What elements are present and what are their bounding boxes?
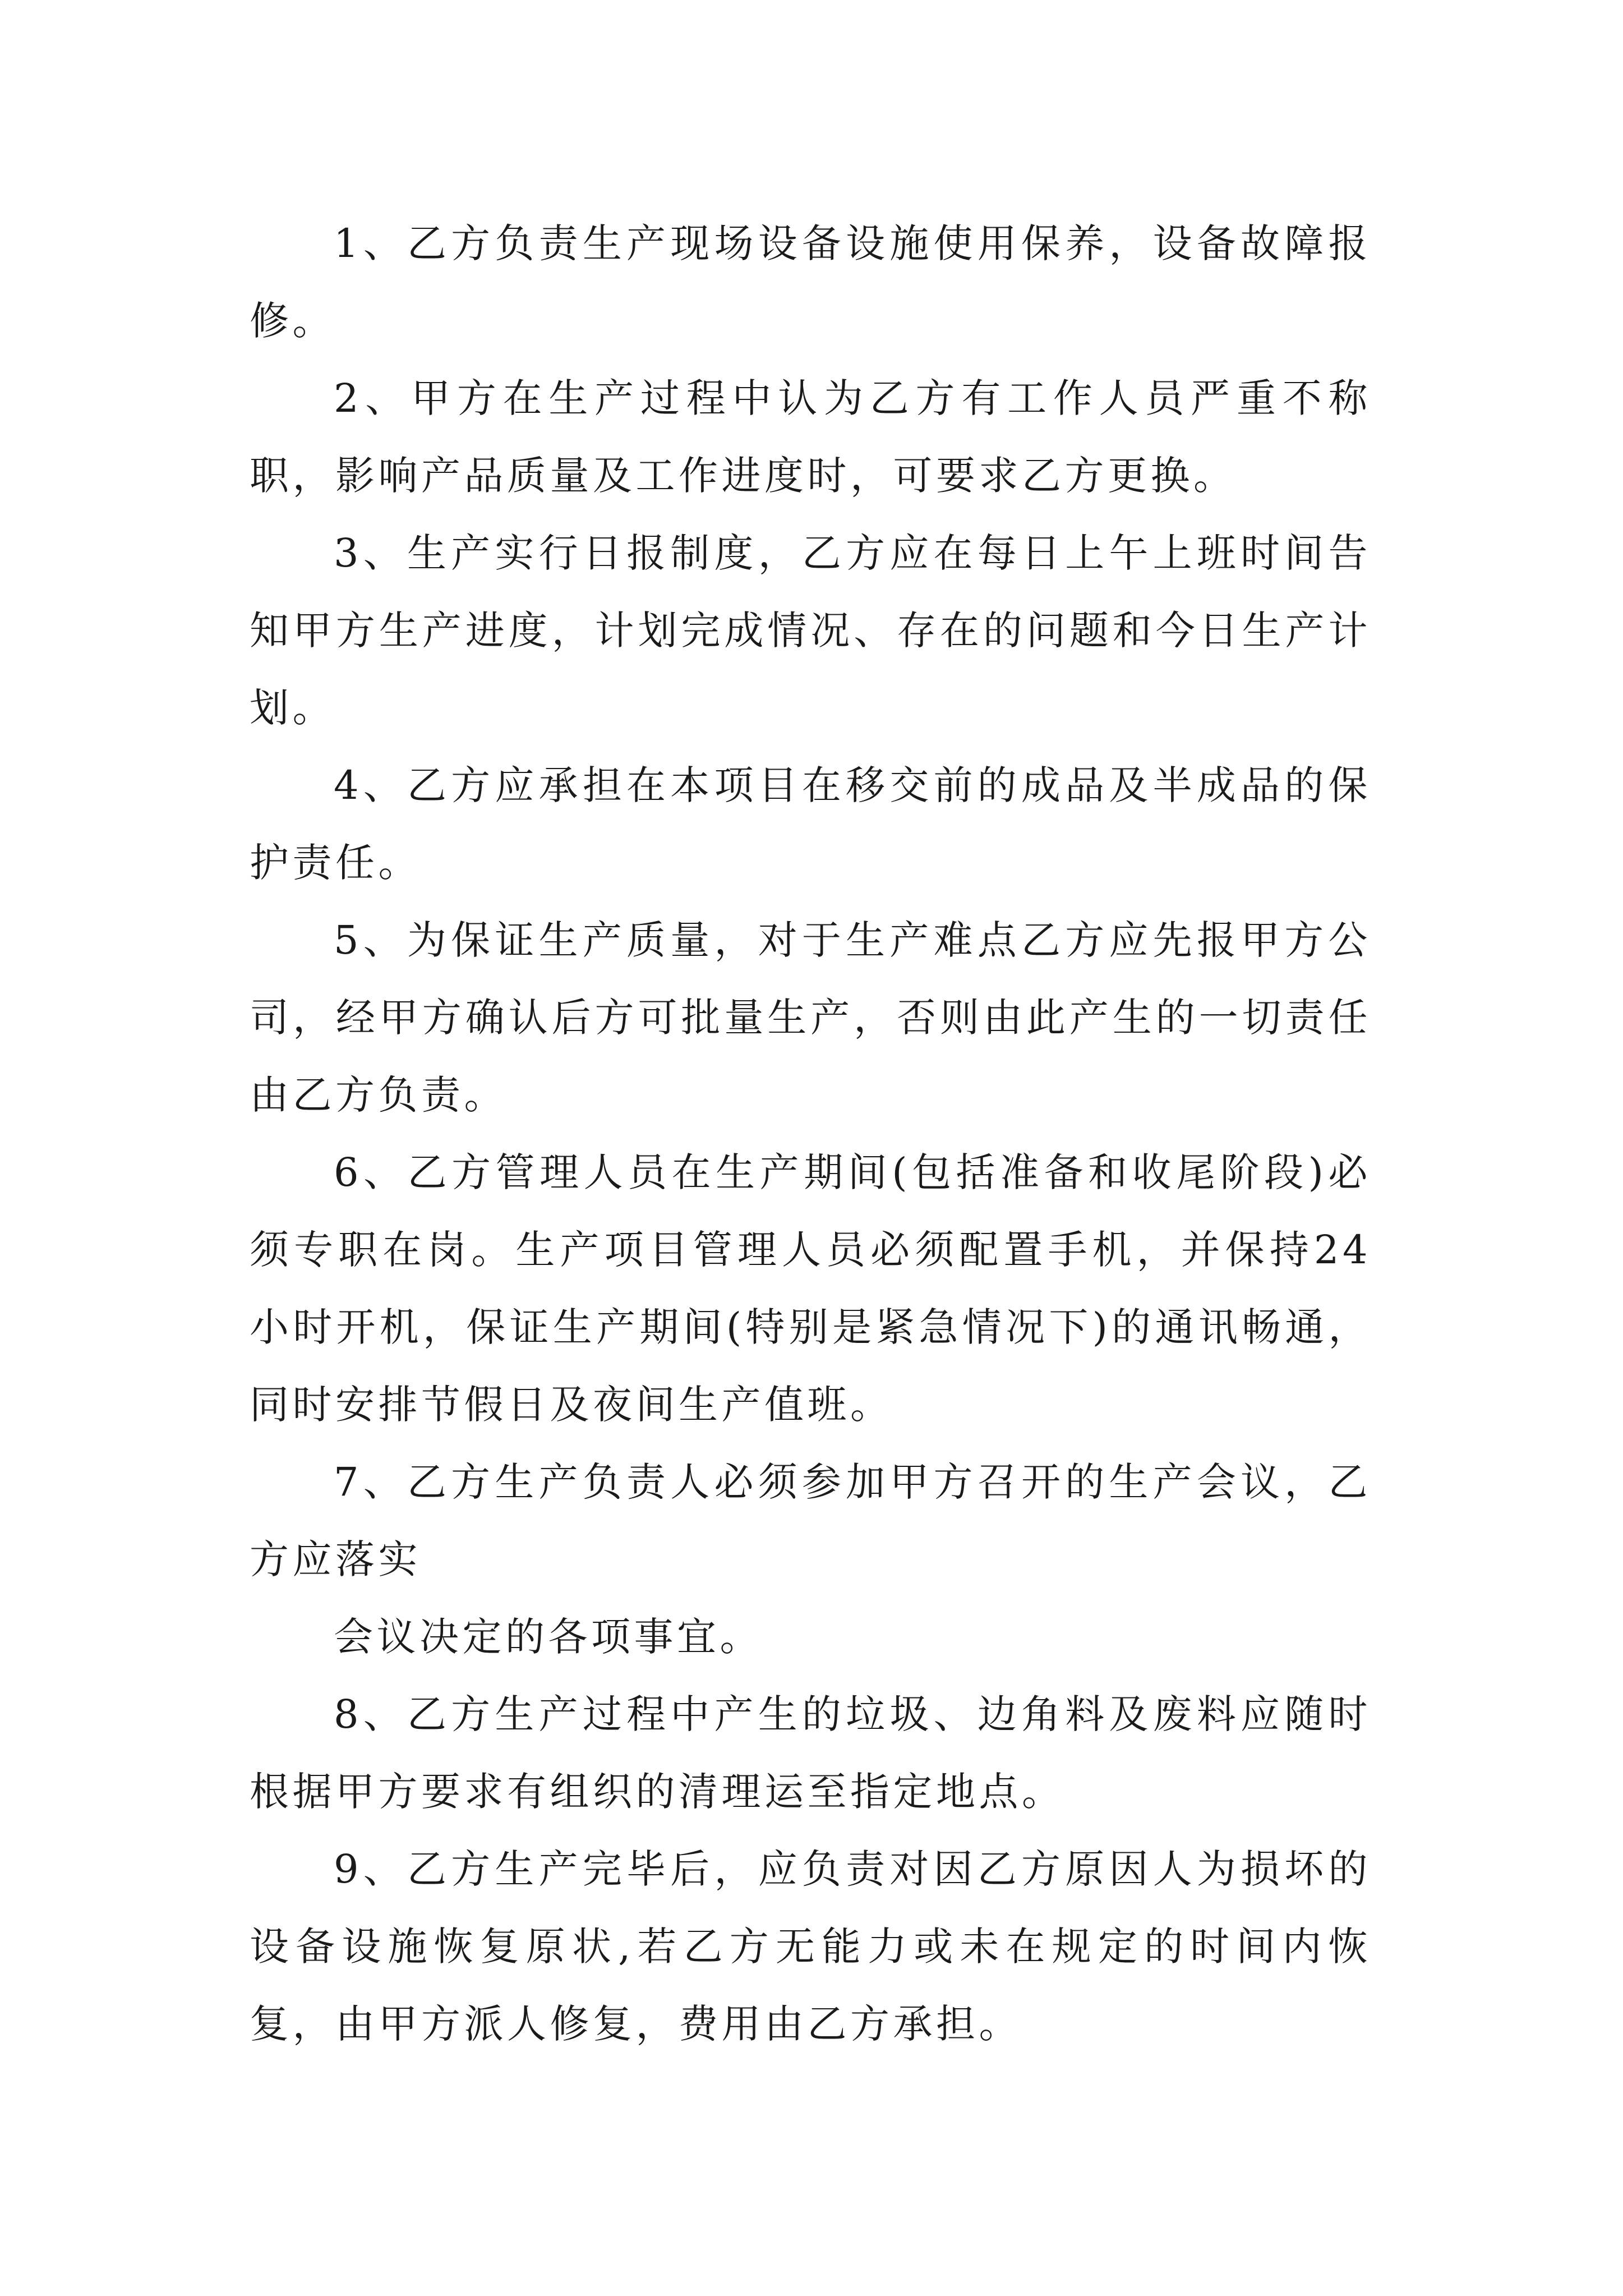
clause-7: 7、乙方生产负责人必须参加甲方召开的生产会议，乙方应落实 — [250, 1459, 1371, 1582]
clause-3: 3、生产实行日报制度，乙方应在每日上午上班时间告知甲方生产进度，计划完成情况、存在的问题和今日生产计划。 — [250, 530, 1371, 731]
clause-8: 8、乙方生产过程中产生的垃圾、边角料及废料应随时根据甲方要求有组织的清理运至指定地点。 — [250, 1691, 1371, 1815]
clause-5: 5、为保证生产质量，对于生产难点乙方应先报甲方公司，经甲方确认后方可批量生产，否则由此产生的一切责任由乙方负责。 — [250, 917, 1371, 1118]
clause-6: 6、乙方管理人员在生产期间(包括准备和收尾阶段)必须专职在岗。生产项目管理人员必须配置手机，并保持24小时开机，保证生产期间(特别是紧急情况下)的通讯畅通，同时安排节假日及夜间生产值班。 — [250, 1149, 1371, 1428]
clause-7-continuation: 会议决定的各项事宜。 — [334, 1614, 763, 1660]
clause-4: 4、乙方应承担在本项目在移交前的成品及半成品的保护责任。 — [250, 762, 1371, 886]
clause-9: 9、乙方生产完毕后，应负责对因乙方原因人为损坏的设备设施恢复原状,若乙方无能力或未在规定的时间内恢复，由甲方派人修复，费用由乙方承担。 — [250, 1846, 1371, 2047]
document-body — [250, 205, 1371, 2063]
clause-1: 1、乙方负责生产现场设备设施使用保养，设备故障报修。 — [250, 220, 1371, 344]
clause-2: 2、甲方在生产过程中认为乙方有工作人员严重不称职，影响产品质量及工作进度时，可要求乙方更换。 — [250, 375, 1371, 499]
